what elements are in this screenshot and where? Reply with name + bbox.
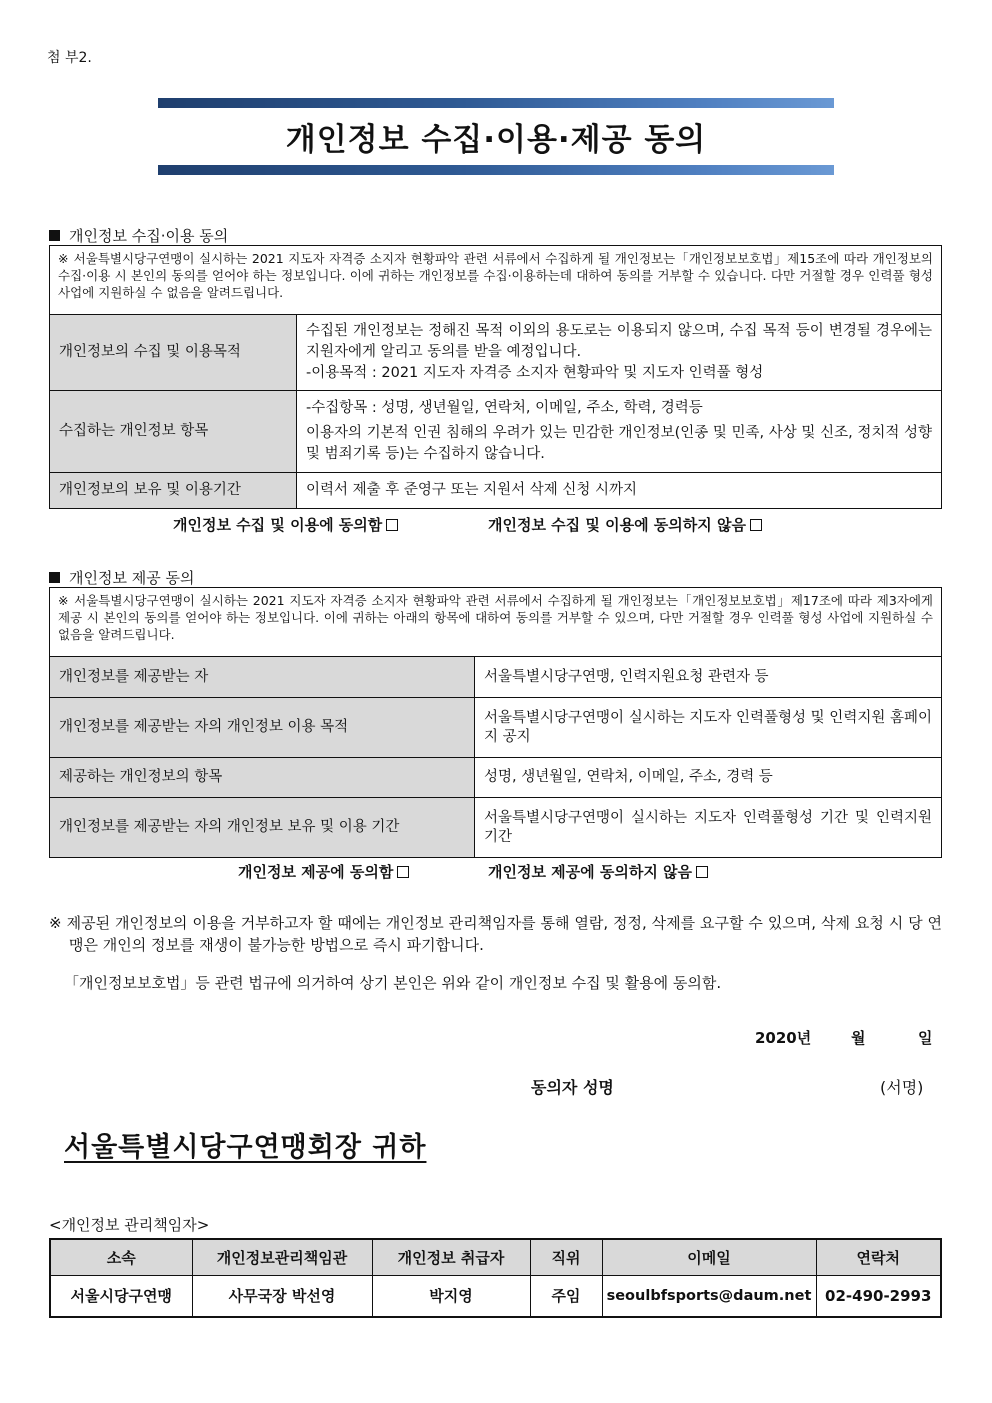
attachment-label: 첨 부2. [47,50,92,66]
section1-disagree-label: 개인정보 수집 및 이용에 동의하지 않음 [488,516,746,534]
section1-notice: ※ 서울특별시당구연맹이 실시하는 2021 지도자 자격증 소지자 현황파악 관련 서류에서 수집하게 될 개인정보는「개인정보보호법」제15조에 따라 개인정보의 수집·이용 시 본인의 동의를 얻어야 하는 정보입니다. 이에 귀하는 개인정보를 수집·이용하는데 대하여 동의를 거부할 수 있습니다. 다만 거절할 경우 인력풀 형성 사업에 지원하실 수 없음을 알려드립니다. [49,245,942,315]
section1-heading [49,225,228,246]
section1-row-label: 개인정보의 수집 및 이용목적 [50,315,297,391]
deletion-note: ※ 제공된 개인정보의 이용을 거부하고자 할 때에는 개인정보 관리책임자를 통해 열람, 정정, 삭제를 요구할 수 있으며, 삭제 요청 시 당 연맹은 개인의 정보를 재생이 불가능한 방법으로 즉시 파기합니다. [49,914,942,954]
table-row [50,798,942,858]
manager-cell: 박지영 [372,1275,530,1317]
section2-row-label: 제공하는 개인정보의 항목 [50,758,475,798]
title-top-bar [158,98,834,108]
manager-email: seoulbfsports@daum.net [602,1275,816,1317]
table-row [50,1275,941,1317]
section2-row-value: 서울특별시당구연맹, 인력지원요청 관련자 등 [475,657,942,698]
manager-cell: 사무국장 박선영 [192,1275,372,1317]
manager-header: 개인정보관리책임관 [192,1239,372,1275]
manager-header: 개인정보 취급자 [372,1239,530,1275]
manager-header: 직위 [530,1239,602,1275]
section1-row-label: 개인정보의 보유 및 이용기간 [50,473,297,509]
section2-disagree-label: 개인정보 제공에 동의하지 않음 [488,863,693,881]
section1-agree-checkbox[interactable] [386,519,398,531]
table-header-row [50,1239,941,1275]
manager-cell: 서울시당구연맹 [50,1275,192,1317]
value-line: -수집항목 : 성명, 생년월일, 연락처, 이메일, 주소, 학력, 경력등 [306,400,703,416]
section2-heading [49,567,194,588]
addressee: 서울특별시당구연맹회장 귀하 [64,1132,427,1163]
square-bullet-icon [49,572,60,583]
value-line: 수집된 개인정보는 정해진 목적 이외의 용도로는 이용되지 않으며, 수집 목적 등이 변경될 경우에는 지원자에게 알리고 동의를 받을 예정입니다. [306,323,932,360]
section2-agree-label: 개인정보 제공에 동의함 [238,863,394,881]
section2-heading-text: 개인정보 제공 동의 [69,569,195,587]
section1-agree-option[interactable] [173,514,398,535]
section1-table [49,314,942,509]
section1-row-value: 이력서 제출 후 준영구 또는 지원서 삭제 신청 시까지 [297,473,942,509]
table-row [50,473,942,509]
section1-row-label: 수집하는 개인정보 항목 [50,391,297,473]
consent-statement: 「개인정보보호법」등 관련 법규에 의거하여 상기 본인은 위와 같이 개인정보 수집 및 활용에 동의함. [64,974,722,992]
section1-row-value [297,315,942,391]
date-day: 일 [918,1029,933,1047]
table-row [50,657,942,698]
page-title: 개인정보 수집·이용·제공 동의 [285,122,707,158]
section1-row-value [297,391,942,473]
signature-mark: (서명) [880,1078,924,1097]
date-month: 월 [851,1029,866,1047]
table-row [50,758,942,798]
value-line: 이용자의 기본적 인권 침해의 우려가 있는 민감한 개인정보(인종 및 민족, 사상 및 신조, 정치적 성향 및 범죄기록 등)는 수집하지 않습니다. [306,425,932,462]
section2-agree-option[interactable] [238,861,409,882]
signer-label: 동의자 성명 [531,1078,614,1097]
section2-agree-checkbox[interactable] [397,866,409,878]
table-row [50,391,942,473]
section2-row-label: 개인정보를 제공받는 자의 개인정보 보유 및 이용 기간 [50,798,475,858]
section2-notice: ※ 서울특별시당구연맹이 실시하는 2021 지도자 자격증 소지자 현황파악 관련 서류에서 수집하게 될 개인정보는「개인정보보호법」제17조에 따라 제3자에게 제공 시 본인의 동의를 얻어야 하는 정보입니다. 이에 귀하는 아래의 항목에 대하여 동의를 거부할 수 있으며, 다만 거절할 경우 인력풀 형성 사업에 지원하실 수 없음을 알려드립니다. [49,587,942,657]
value-line: -이용목적 : 2021 지도자 자격증 소지자 현황파악 및 지도자 인력풀 형성 [306,365,764,381]
table-row [50,315,942,391]
section2-row-label: 개인정보를 제공받는 자 [50,657,475,698]
manager-header: 이메일 [602,1239,816,1275]
manager-header: 소속 [50,1239,192,1275]
section2-row-value: 서울특별시당구연맹이 실시하는 지도자 인력풀형성 및 인력지원 홈페이지 공지 [475,698,942,758]
manager-caption: <개인정보 관리책임자> [49,1216,210,1234]
section1-heading-text: 개인정보 수집·이용 동의 [69,227,229,245]
section2-row-value: 서울특별시당구연맹이 실시하는 지도자 인력풀형성 기간 및 인력지원 기간 [475,798,942,858]
manager-cell: 주임 [530,1275,602,1317]
manager-header: 연락처 [816,1239,941,1275]
section2-disagree-option[interactable] [488,861,708,882]
manager-table [49,1238,942,1318]
square-bullet-icon [49,230,60,241]
section2-disagree-checkbox[interactable] [696,866,708,878]
section2-row-value: 성명, 생년월일, 연락처, 이메일, 주소, 경력 등 [475,758,942,798]
title-bottom-bar [158,165,834,175]
section2-row-label: 개인정보를 제공받는 자의 개인정보 이용 목적 [50,698,475,758]
section1-disagree-checkbox[interactable] [750,519,762,531]
manager-cell: 02-490-2993 [816,1275,941,1317]
table-row [50,698,942,758]
date-year: 2020년 [755,1029,812,1047]
section1-disagree-option[interactable] [488,514,762,535]
section2-table [49,656,942,858]
section1-agree-label: 개인정보 수집 및 이용에 동의함 [173,516,383,534]
